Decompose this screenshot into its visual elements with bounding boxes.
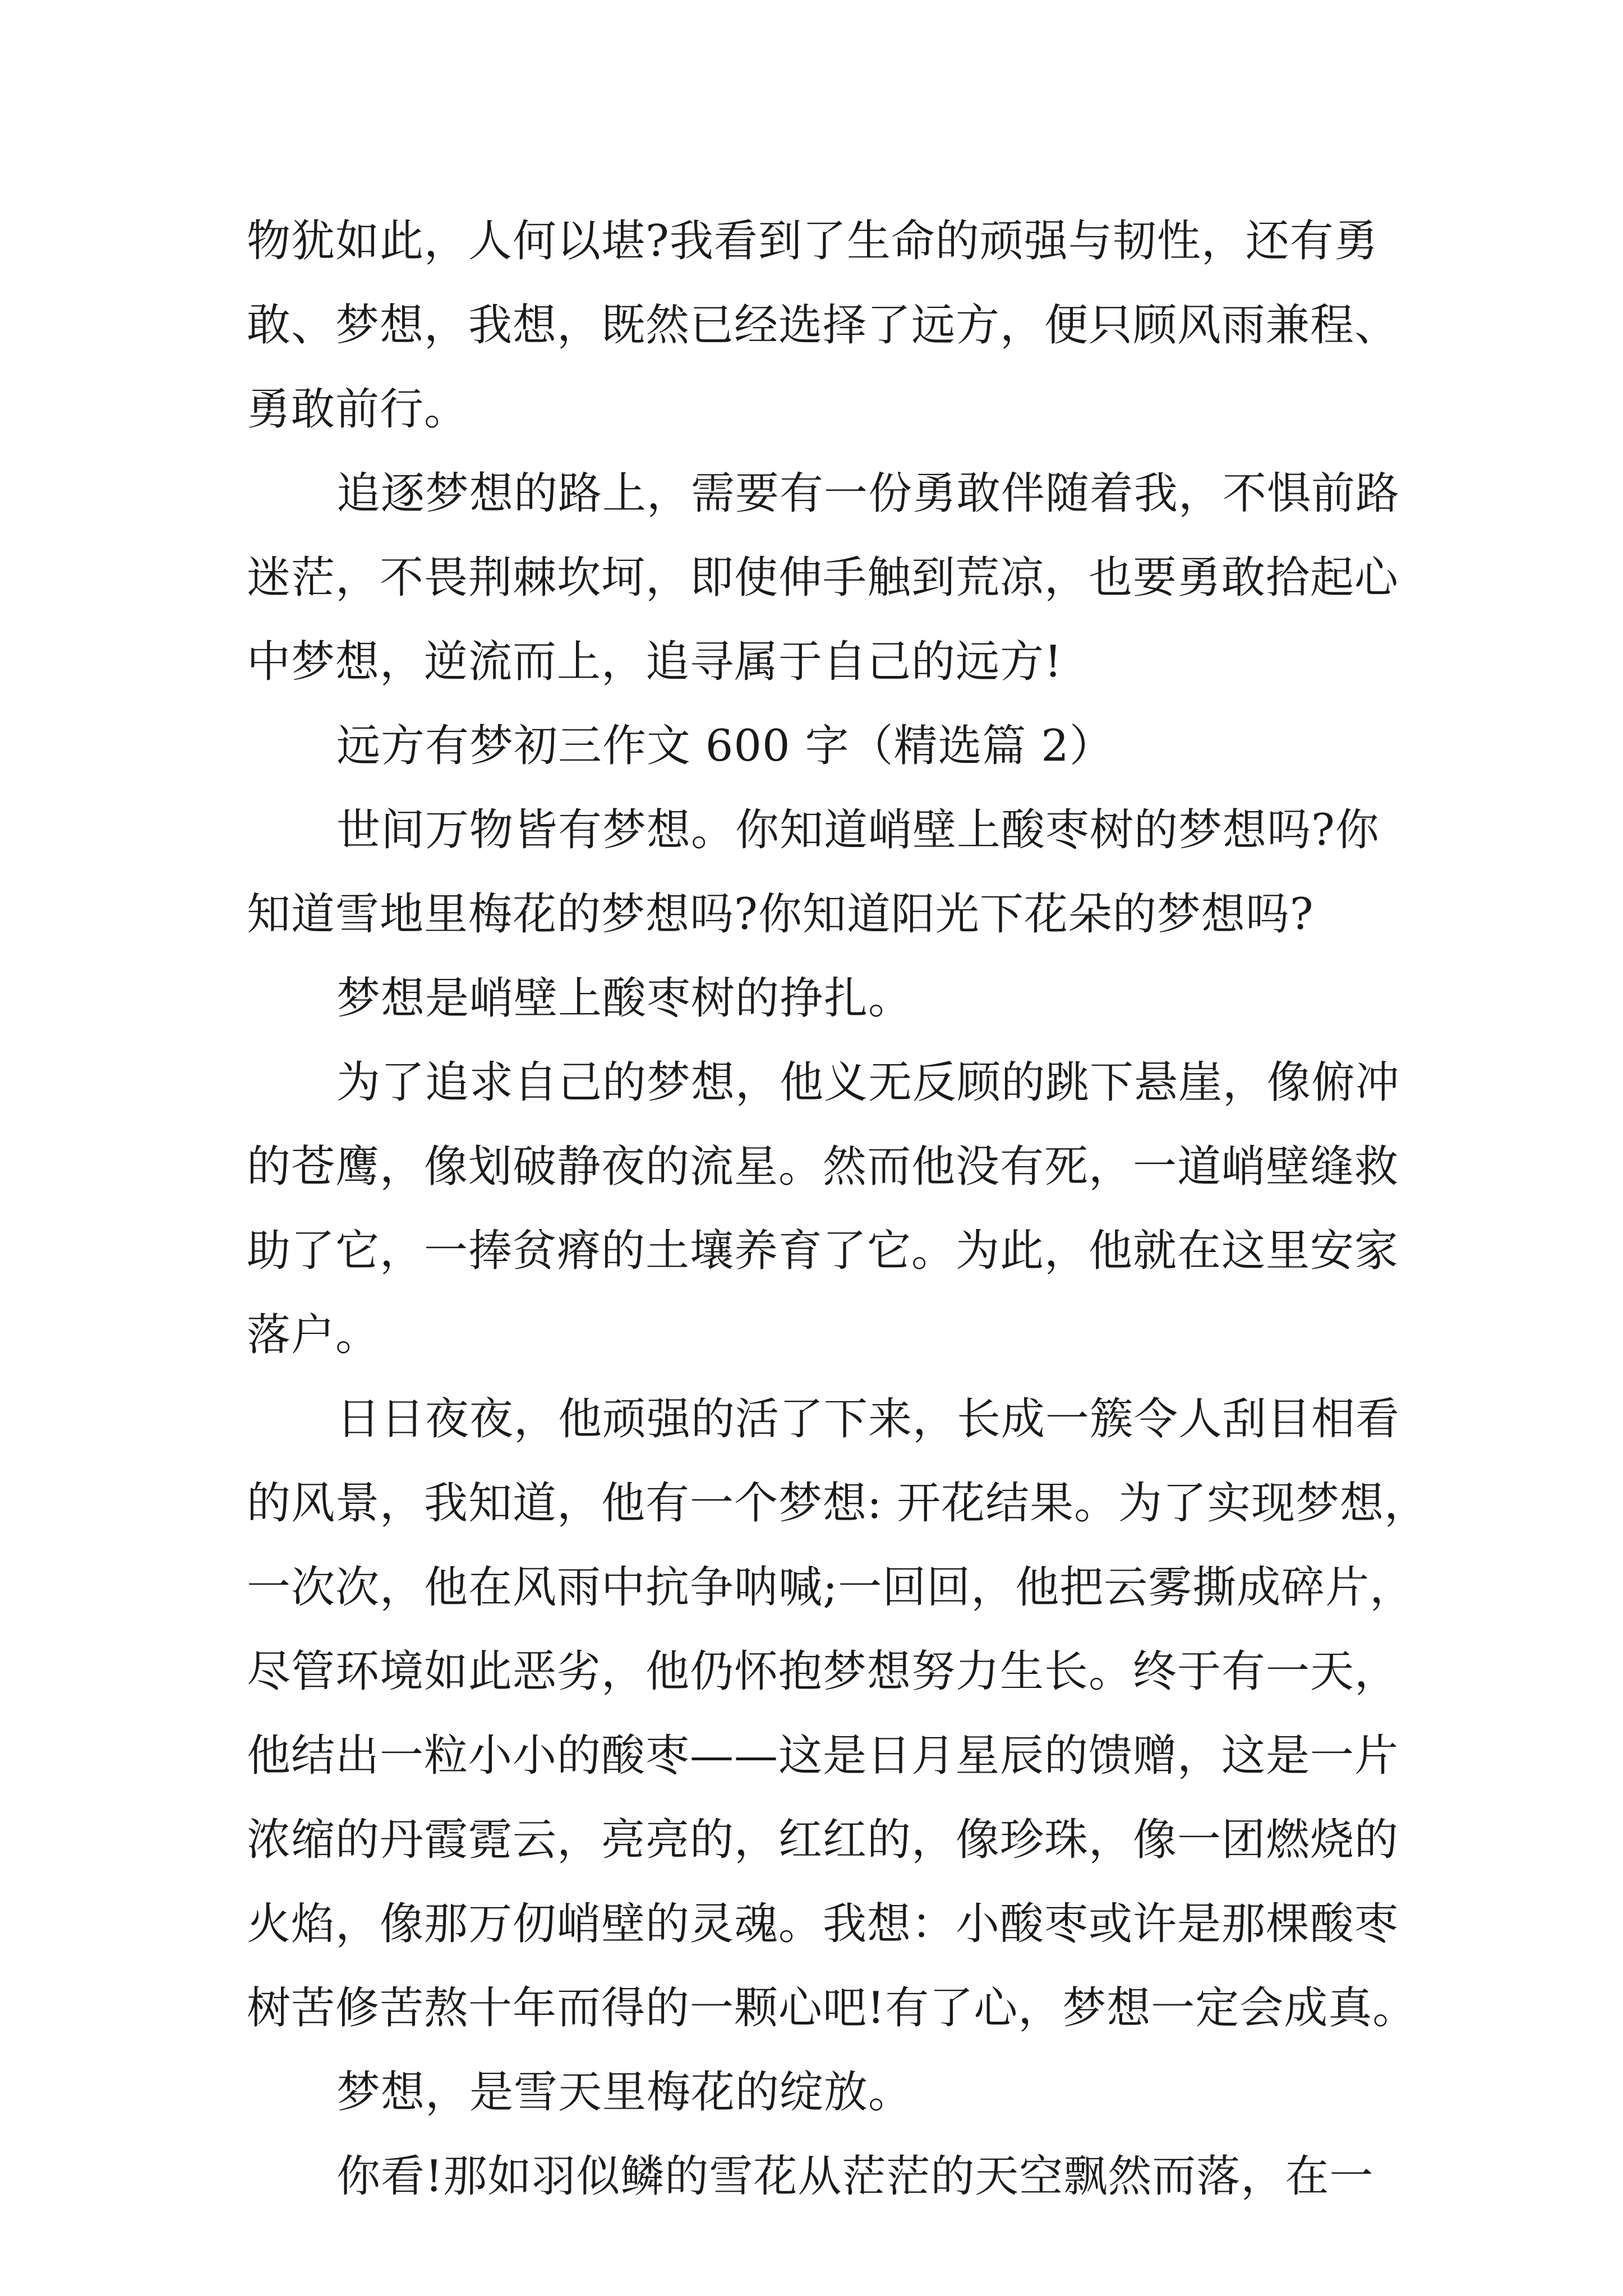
text-line: 日日夜夜，他顽强的活了下来，长成一簇令人刮目相看: [336, 1394, 1400, 1444]
text-line: 知道雪地里梅花的梦想吗?你知道阳光下花朵的梦想吗?: [247, 889, 1314, 940]
essay-body: [247, 199, 1429, 2219]
text-line: 梦想，是雪天里梅花的绽放。: [336, 2067, 913, 2118]
text-line: 尽管环境如此恶劣，他仍怀抱梦想努力生长。终于有一天，: [247, 1646, 1399, 1697]
text-line: 世间万物皆有梦想。你知道峭壁上酸枣树的梦想吗?你: [336, 805, 1380, 855]
text-line: 浓缩的丹霞霓云，亮亮的，红红的，像珍珠，像一团燃烧的: [247, 1815, 1399, 1865]
text-line: 你看!那如羽似鳞的雪花从茫茫的天空飘然而落，在一: [336, 2151, 1374, 2202]
section-heading: 远方有梦初三作文 600 字（精选篇 2）: [336, 721, 1114, 771]
text-line: 追逐梦想的路上，需要有一份勇敢伴随着我，不惧前路: [336, 468, 1400, 519]
text-line: 一次次，他在风雨中抗争呐喊;一回回，他把云雾撕成碎片，: [247, 1562, 1414, 1613]
text-line: 落户。: [247, 1310, 380, 1360]
text-line: 助了它，一捧贫瘠的土壤养育了它。为此，他就在这里安家: [247, 1226, 1399, 1276]
text-line: 梦想是峭壁上酸枣树的挣扎。: [336, 973, 913, 1024]
text-line: 的苍鹰，像划破静夜的流星。然而他没有死，一道峭壁缝救: [247, 1142, 1399, 1192]
text-line: 树苦修苦熬十年而得的一颗心吧!有了心，梦想一定会成真。: [247, 1983, 1417, 2033]
text-line: 敢、梦想，我想，既然已经选择了远方，便只顾风雨兼程、: [247, 300, 1399, 351]
text-line: 迷茫，不畏荆棘坎坷，即使伸手触到荒凉，也要勇敢拾起心: [247, 553, 1399, 603]
text-line: 火焰，像那万仞峭壁的灵魂。我想：小酸枣或许是那棵酸枣: [247, 1899, 1399, 1949]
text-line: 中梦想，逆流而上，追寻属于自己的远方!: [247, 637, 1063, 687]
text-line: 他结出一粒小小的酸枣——这是日月星辰的馈赠，这是一片: [247, 1731, 1399, 1781]
text-line: 为了追求自己的梦想，他义无反顾的跳下悬崖，像俯冲: [336, 1057, 1400, 1108]
text-line: 物犹如此，人何以堪?我看到了生命的顽强与韧性，还有勇: [247, 216, 1378, 266]
text-line: 勇敢前行。: [247, 384, 469, 435]
text-line: 的风景，我知道，他有一个梦想: 开花结果。为了实现梦想，: [247, 1478, 1429, 1529]
